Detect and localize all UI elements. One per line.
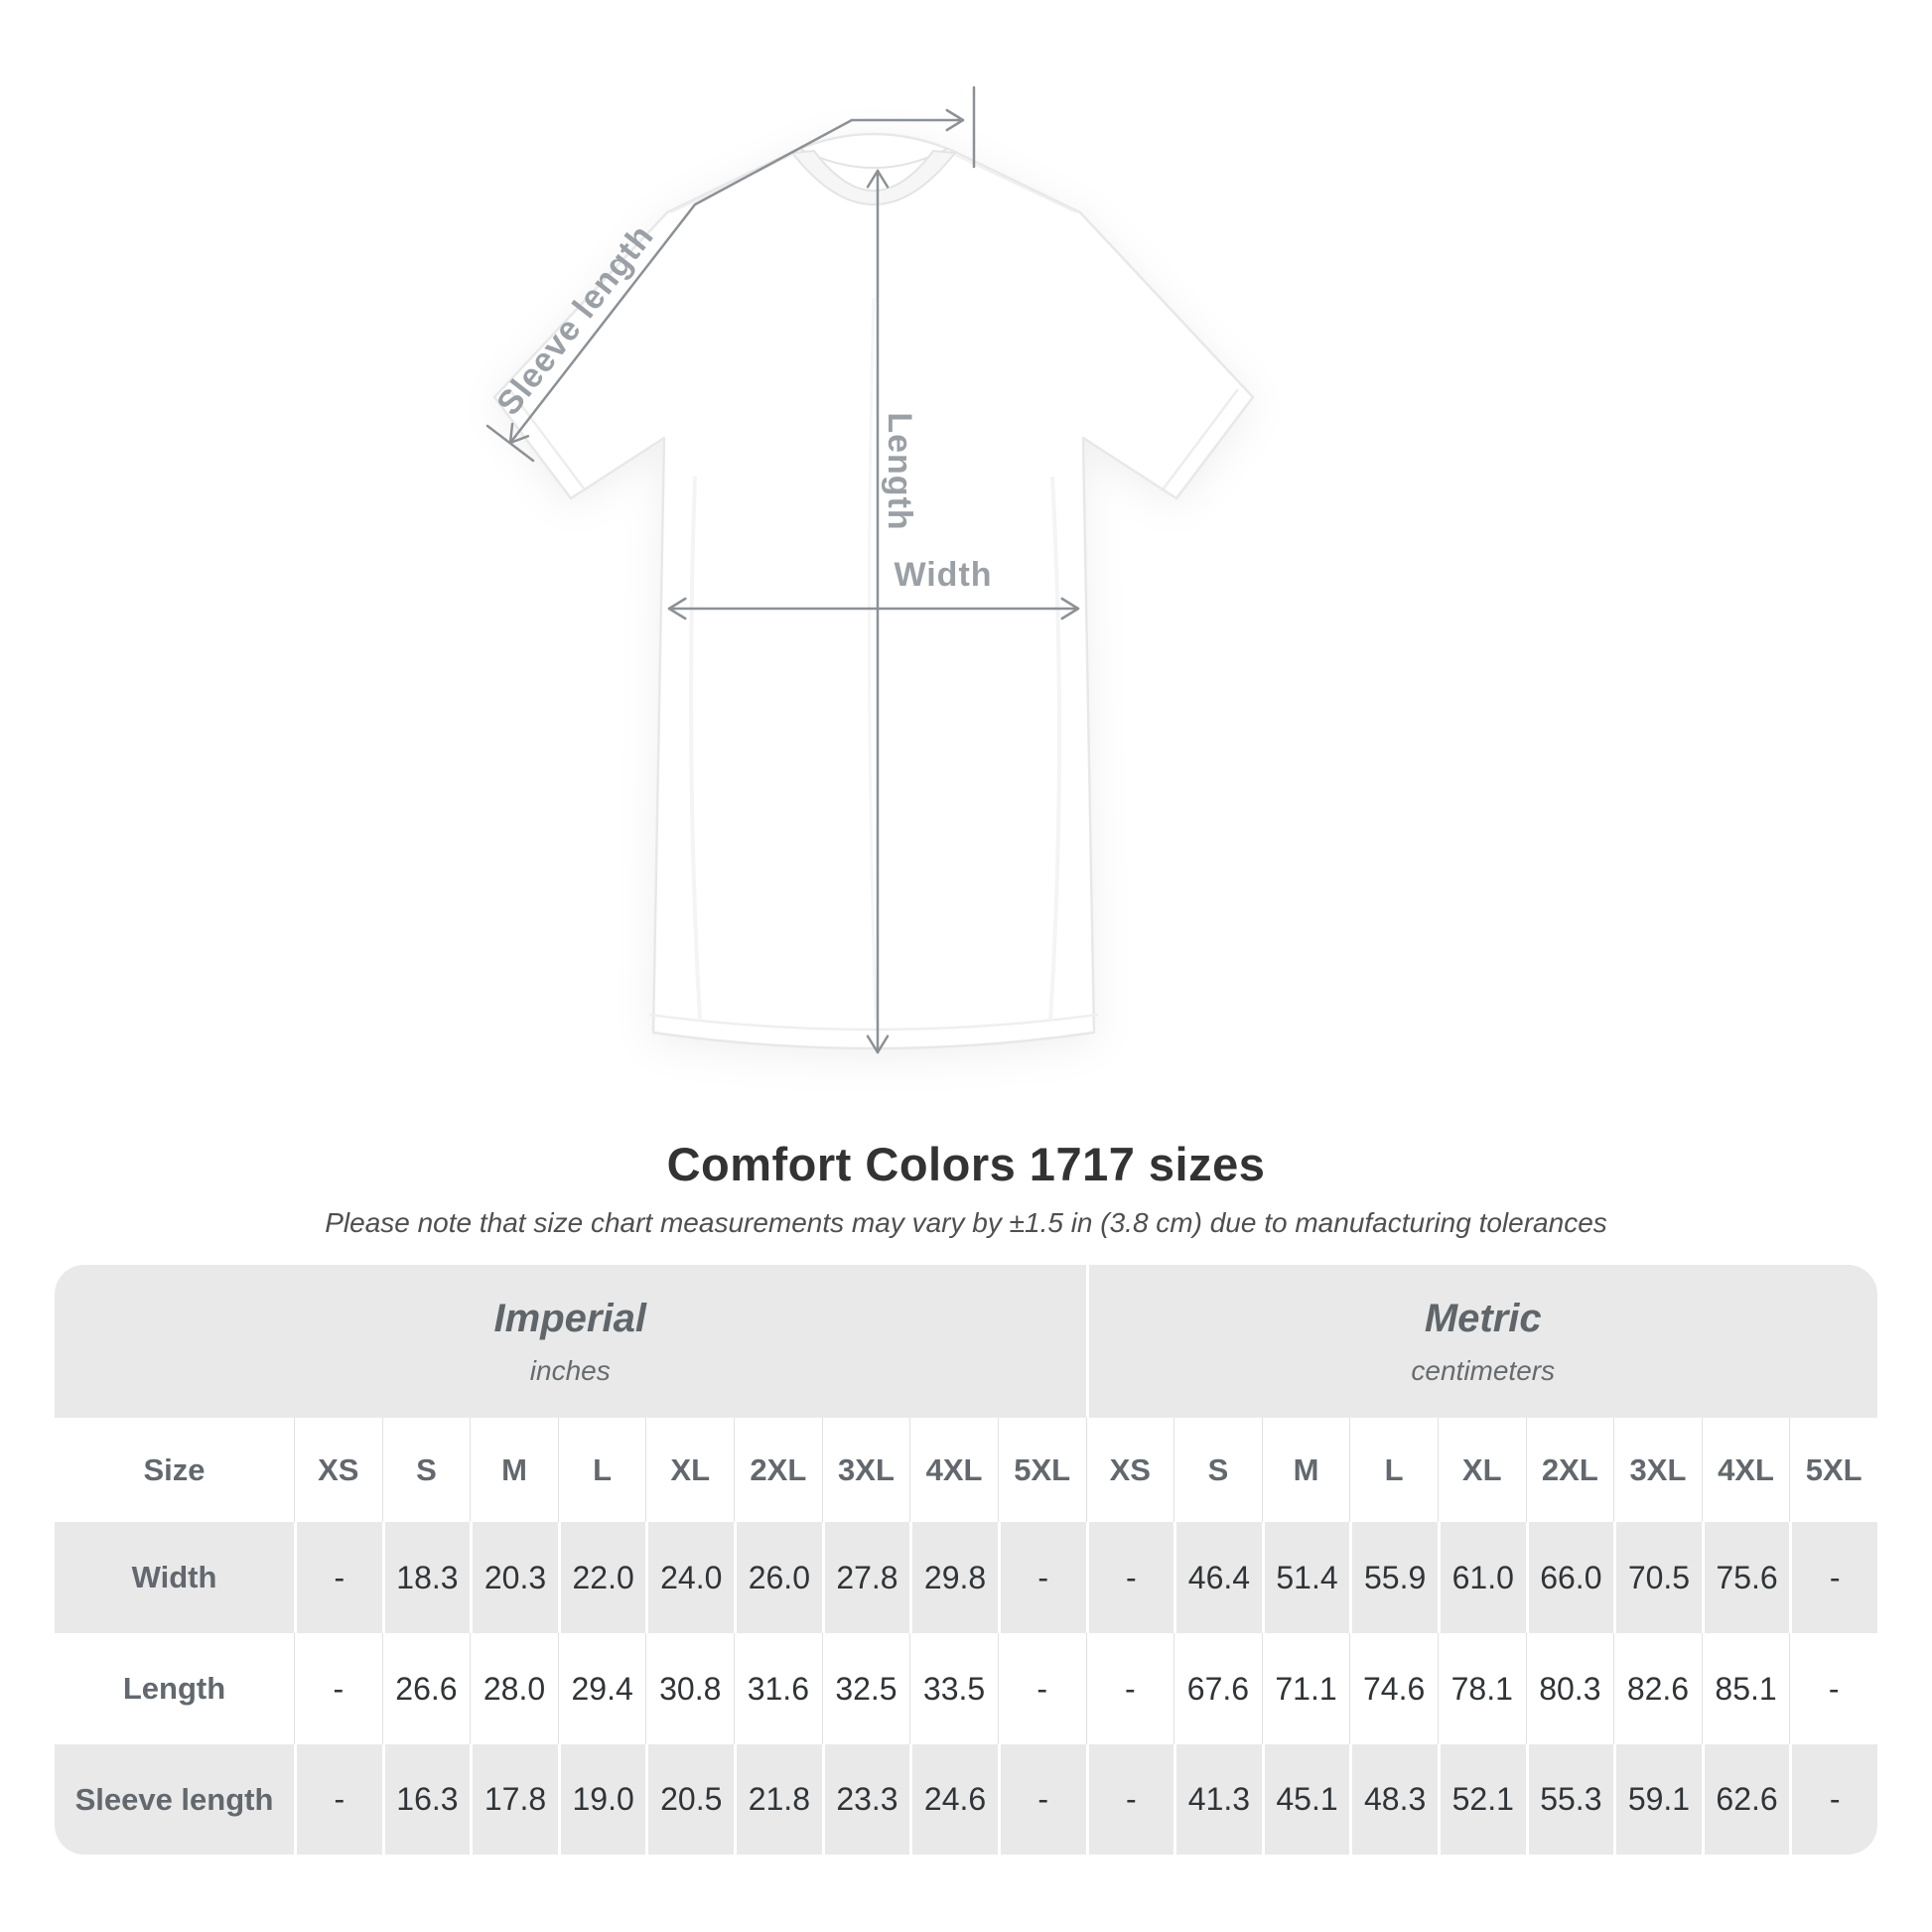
- table-cell: -: [294, 1522, 382, 1633]
- table-cell: 59.1: [1613, 1744, 1702, 1855]
- table-cell: 29.4: [558, 1633, 646, 1744]
- table-cell: 55.3: [1526, 1744, 1614, 1855]
- table-cell: -: [1789, 1744, 1877, 1855]
- table-cell: 71.1: [1262, 1633, 1350, 1744]
- table-cell: 70.5: [1613, 1522, 1702, 1633]
- table-cell: 29.8: [909, 1522, 998, 1633]
- size-column-header: S: [1173, 1418, 1262, 1522]
- unit-group-subtitle: centimeters: [1411, 1354, 1556, 1386]
- row-label: Length: [55, 1633, 294, 1744]
- size-column-header: S: [382, 1418, 471, 1522]
- size-column-header: 2XL: [734, 1418, 822, 1522]
- size-column-header: 4XL: [909, 1418, 998, 1522]
- length-label: Length: [881, 412, 918, 531]
- table-cell: 80.3: [1526, 1633, 1614, 1744]
- unit-group-title: Imperial: [493, 1296, 646, 1340]
- table-cell: 45.1: [1262, 1744, 1350, 1855]
- table-cell: 82.6: [1613, 1633, 1702, 1744]
- size-column-header: 2XL: [1526, 1418, 1614, 1522]
- row-label: Width: [55, 1522, 294, 1633]
- table-cell: 78.1: [1438, 1633, 1526, 1744]
- size-corner-header: Size: [55, 1418, 294, 1522]
- table-cell: 26.6: [382, 1633, 471, 1744]
- table-cell: 17.8: [470, 1744, 558, 1855]
- table-cell: 51.4: [1262, 1522, 1350, 1633]
- table-cell: -: [1789, 1522, 1877, 1633]
- table-cell: -: [1789, 1633, 1877, 1744]
- table-cell: 33.5: [909, 1633, 998, 1744]
- size-column-header: 5XL: [1789, 1418, 1877, 1522]
- size-column-header: XS: [1086, 1418, 1174, 1522]
- table-cell: 46.4: [1173, 1522, 1262, 1633]
- table-cell: 18.3: [382, 1522, 471, 1633]
- table-cell: 41.3: [1173, 1744, 1262, 1855]
- table-cell: 61.0: [1438, 1522, 1526, 1633]
- width-label: Width: [894, 556, 993, 594]
- size-column-header: L: [1349, 1418, 1438, 1522]
- page-subtitle: Please note that size chart measurements may vary by ±1.5 in (3.8 cm) due to manufacturing tolerances: [325, 1207, 1607, 1238]
- size-column-header: 3XL: [1613, 1418, 1702, 1522]
- size-column-header: XL: [645, 1418, 734, 1522]
- imperial-band: [55, 1265, 1086, 1418]
- size-table: [55, 1265, 1877, 1855]
- table-cell: 66.0: [1526, 1522, 1614, 1633]
- table-cell: 22.0: [558, 1522, 646, 1633]
- table-cell: -: [294, 1744, 382, 1855]
- table-cell: -: [294, 1633, 382, 1744]
- table-cell: -: [1086, 1633, 1174, 1744]
- table-cell: 55.9: [1349, 1522, 1438, 1633]
- table-cell: -: [998, 1744, 1086, 1855]
- unit-group-title: Metric: [1424, 1296, 1542, 1340]
- table-cell: 32.5: [822, 1633, 910, 1744]
- table-cell: 23.3: [822, 1744, 910, 1855]
- size-column-header: M: [1262, 1418, 1350, 1522]
- table-cell: 16.3: [382, 1744, 471, 1855]
- page-title: Comfort Colors 1717 sizes: [666, 1138, 1266, 1190]
- heading-block: [0, 1107, 1932, 1239]
- table-cell: 20.3: [470, 1522, 558, 1633]
- table-cell: -: [1086, 1744, 1174, 1855]
- size-column-header: XL: [1438, 1418, 1526, 1522]
- table-cell: -: [998, 1522, 1086, 1633]
- unit-group-subtitle: inches: [529, 1354, 611, 1386]
- size-column-header: 5XL: [998, 1418, 1086, 1522]
- table-cell: 26.0: [734, 1522, 822, 1633]
- size-column-header: XS: [294, 1418, 382, 1522]
- table-cell: 24.0: [645, 1522, 734, 1633]
- table-cell: 24.6: [909, 1744, 998, 1855]
- table-cell: 52.1: [1438, 1744, 1526, 1855]
- table-cell: 74.6: [1349, 1633, 1438, 1744]
- table-cell: 62.6: [1702, 1744, 1790, 1855]
- size-column-header: M: [470, 1418, 558, 1522]
- table-cell: 28.0: [470, 1633, 558, 1744]
- table-cell: -: [998, 1633, 1086, 1744]
- table-cell: 20.5: [645, 1744, 734, 1855]
- table-cell: 27.8: [822, 1522, 910, 1633]
- size-column-header: L: [558, 1418, 646, 1522]
- metric-band: [1086, 1265, 1878, 1418]
- table-cell: 85.1: [1702, 1633, 1790, 1744]
- table-cell: 21.8: [734, 1744, 822, 1855]
- table-cell: 19.0: [558, 1744, 646, 1855]
- row-label: Sleeve length: [55, 1744, 294, 1855]
- table-cell: 67.6: [1173, 1633, 1262, 1744]
- size-column-header: 3XL: [822, 1418, 910, 1522]
- size-column-header: 4XL: [1702, 1418, 1790, 1522]
- table-cell: 30.8: [645, 1633, 734, 1744]
- table-cell: 48.3: [1349, 1744, 1438, 1855]
- table-cell: 75.6: [1702, 1522, 1790, 1633]
- table-cell: -: [1086, 1522, 1174, 1633]
- sleeve-length-label: Sleeve length: [489, 217, 662, 423]
- table-cell: 31.6: [734, 1633, 822, 1744]
